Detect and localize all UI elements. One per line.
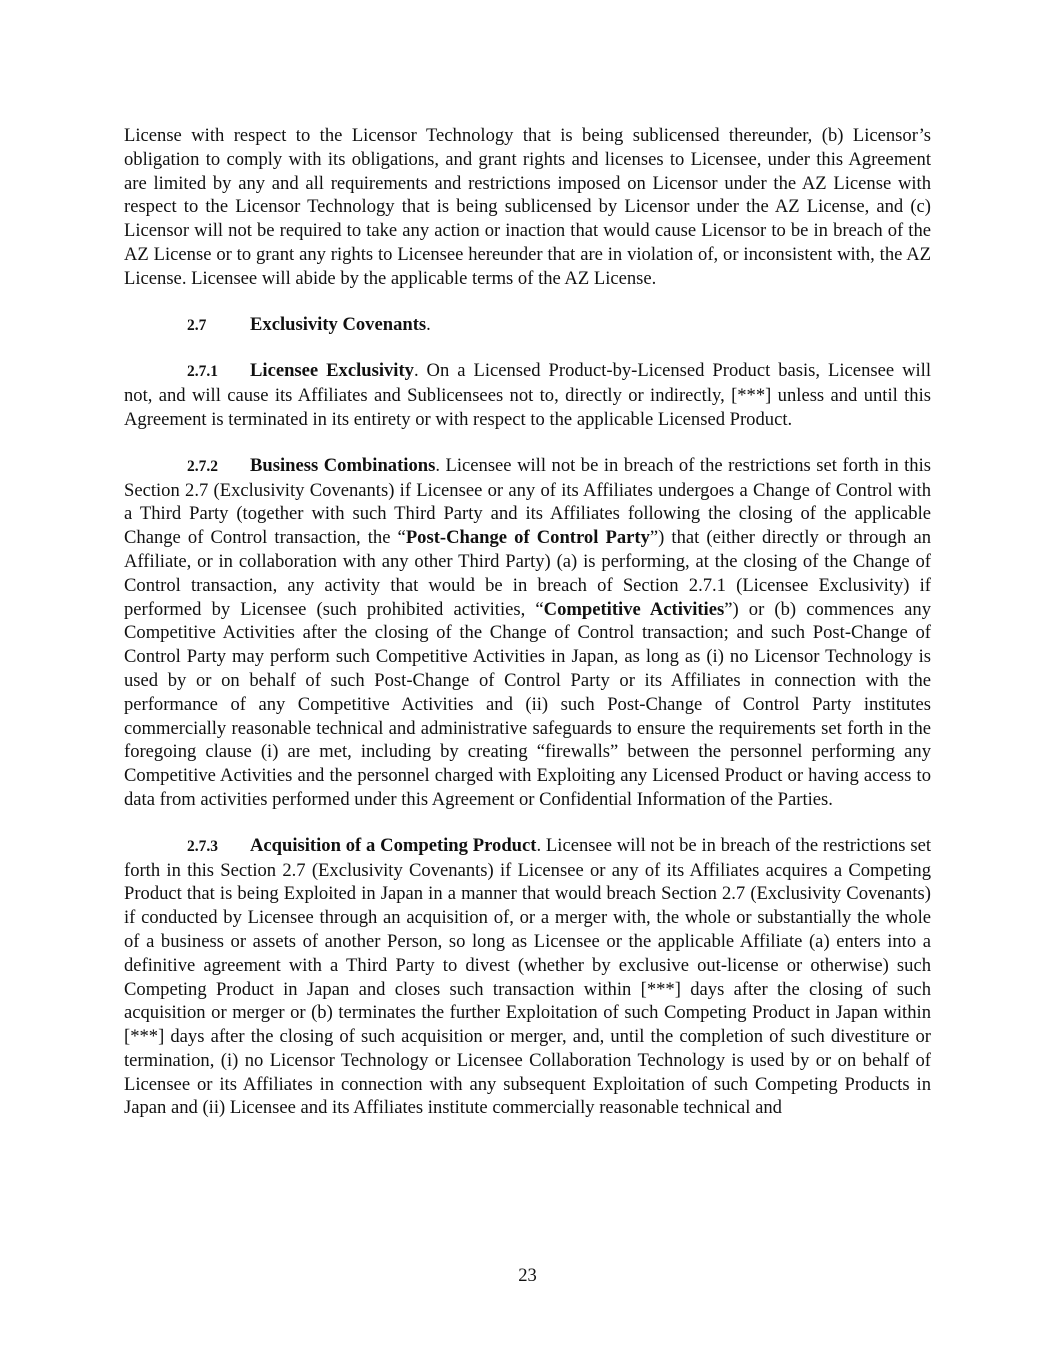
defined-term: Competitive Activities <box>543 598 725 620</box>
section-number: 2.7 <box>187 316 207 334</box>
section-2-7-1 <box>124 359 931 431</box>
section-text-c: ”) or (b) commences any Competitive Activities after the closing of the Change of Control transaction; and such Post-Change of Control Party may perform such Competitive Activities in Japan, as long as (i) no Licensor Technology is used by or on behalf of such Post-Change of Control Party or its Affiliates in connection with the performance of any Competitive Activities and (ii) such Post-Change of Control Party institutes commercially reasonable technical and administrative safeguards to ensure the requirements set forth in the foregoing clause (i) are met, including by creating “firewalls” between the personnel performing any Competitive Activities and the personnel charged with Exploiting any Licensed Product or having access to data from activities performed under this Agreement or Confidential Information of the Parties. <box>124 598 932 810</box>
section-text: . Licensee will not be in breach of the restrictions set forth in this Section 2.7 (Exclusivity Covenants) if Licensee or any of its Affiliates acquires a Competing Product that is being Exploited in Japan in a manner that would breach Section 2.7 (Exclusivity Covenants) if conducted by Licensee through an acquisition of, or a merger with, the whole or substantially the whole of a business or assets of another Person, so long as Licensee or the applicable Affiliate (a) enters into a definitive agreement with a Third Party to divest (whether by exclusive out-license or otherwise) such Competing Product in Japan and closes such transaction within [***] days after the closing of such acquisition or merger or (b) terminates the further Exploitation of such Competing Product in Japan within [***] days after the closing of such acquisition or merger, and, until the completion of such divestiture or termination, (i) no Licensor Technology or Licensee Collaboration Technology is used by or on behalf of Licensee or its Affiliates in connection with any subsequent Exploitation of such Competing Products in Japan and (ii) Licensee and its Affiliates institute commercially reasonable technical and <box>124 834 932 1119</box>
section-title: Acquisition of a Competing Product <box>250 834 537 856</box>
section-number: 2.7.2 <box>187 457 218 475</box>
document-page <box>124 124 931 1120</box>
section-text-b: ”) that (either directly or through an Affiliate, or in collaboration with any other Third Party) (a) is performing, at the closing of the Change of Control transaction, any activity that would be in breach of Section 2.7.1 (Licensee Exclusivity) if performed by Licensee (such prohibited activities, “ <box>124 527 931 620</box>
page-number: 23 <box>518 1265 537 1286</box>
section-2-7-2 <box>124 454 931 812</box>
section-number: 2.7.3 <box>187 837 218 855</box>
section-title: Business Combinations <box>250 454 436 476</box>
section-2-7-heading <box>124 313 931 338</box>
section-title-end: . <box>426 313 431 335</box>
paragraph-intro: License with respect to the Licensor Technology that is being sublicensed thereunder, (b) Licensor’s obligation to comply with its obligations, and grant rights and licenses to Licensee, under this Agreement are limited by any and all requirements and restrictions imposed on Licensor under the AZ License with respect to the Licensor Technology that is being sublicensed by Licensor under the AZ License, and (c) Licensor will not be required to take any action or inaction that would cause Licensor to be in breach of the AZ License or to grant any rights to Licensee hereunder that are in violation of, or inconsistent with, the AZ License. Licensee will abide by the applicable terms of the AZ License. <box>124 125 931 289</box>
section-text-a: . Licensee will not be in breach of the restrictions set forth in this Section 2.7 (Exclusivity Covenants) if Licensee or any of its Affiliates undergoes a Change of Control with a Third Party (together with such Third Party and its Affiliates following the closing of the applicable Change of Control transaction, the “ <box>124 454 931 549</box>
section-2-7-3 <box>124 834 931 1121</box>
defined-term: Post-Change of Control Party <box>405 527 650 549</box>
section-text: . On a Licensed Product-by-Licensed Product basis, Licensee will not, and will cause its Affiliates and Sublicensees not to, directly or indirectly, [***] unless and until this Agreement is terminated in its entirety or with respect to the applicable Licensed Product. <box>124 360 931 430</box>
section-title: Exclusivity Covenants <box>250 313 427 335</box>
section-number: 2.7.1 <box>187 363 218 381</box>
section-title: Licensee Exclusivity <box>250 360 414 382</box>
